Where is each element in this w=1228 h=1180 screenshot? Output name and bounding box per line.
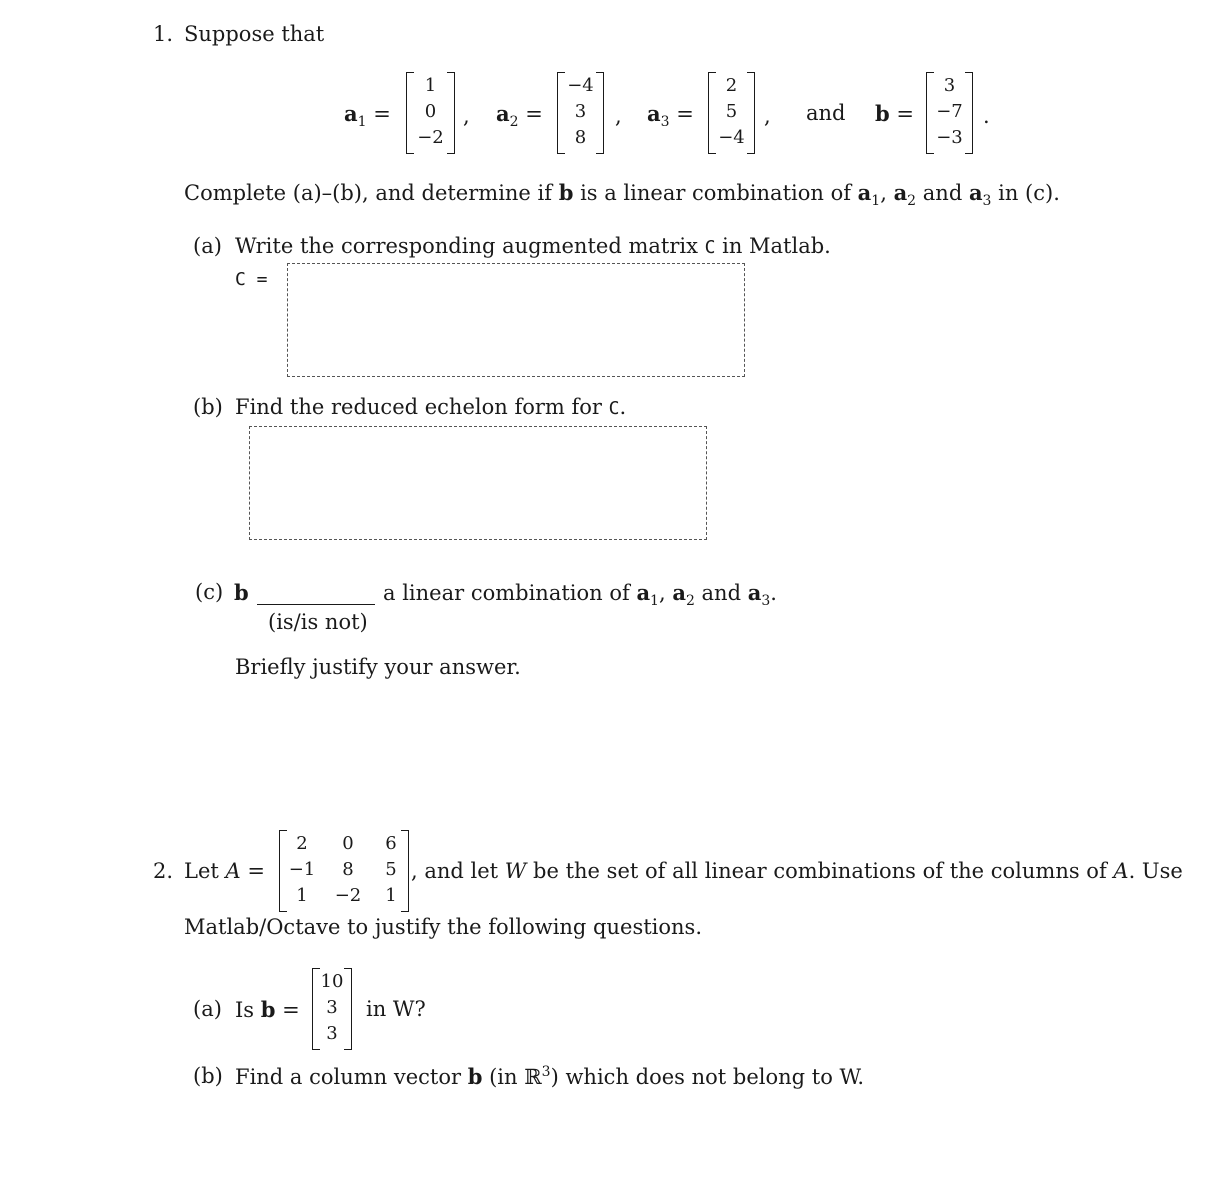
matrix-entry: 5 xyxy=(725,101,738,122)
q1-instruction: Complete (a)–(b), and determine if b is a linear combination of $a_1$, $a_2$ and $a_3$ in (c). xyxy=(184,180,1060,210)
matrix-entry: 1 xyxy=(385,885,397,906)
matrix-entry: −4 xyxy=(567,75,594,96)
matrix-entry: 1 xyxy=(424,75,437,96)
matrix-entry: −3 xyxy=(936,127,963,148)
vector-a1-label: $a_1$ = xyxy=(344,101,391,131)
q2-line2: Matlab/Octave to justify the following questions. xyxy=(184,915,702,939)
vector-a2-matrix xyxy=(557,72,604,154)
vector-a2-label: $a_2$ = xyxy=(496,101,543,131)
matrix-entry: 3 xyxy=(326,997,338,1018)
q2b-label: (b) xyxy=(193,1064,223,1088)
matrix-entry: 6 xyxy=(385,833,397,854)
matrix-entry: 3 xyxy=(326,1023,338,1044)
matrix-entry: 1 xyxy=(296,885,308,906)
vector-b-matrix xyxy=(926,72,973,154)
q1b-text: Find the reduced echelon form for C. xyxy=(235,395,627,419)
matrix-entry: −2 xyxy=(334,885,362,906)
q1c-b: b xyxy=(234,580,249,605)
vector-b-label: b = xyxy=(875,101,914,126)
matrix-entry: −7 xyxy=(936,101,963,122)
q1a-prompt: C = xyxy=(235,269,268,290)
q2a-label: (a) xyxy=(193,997,222,1021)
q1-intro: Suppose that xyxy=(184,22,325,46)
q1a-answer-box[interactable] xyxy=(287,263,745,377)
q1a-label: (a) xyxy=(193,234,222,258)
matrix-entry: 10 xyxy=(320,971,344,992)
vector-a1-matrix xyxy=(406,72,455,154)
matrix-entry: 8 xyxy=(574,127,587,148)
matrix-entry: 3 xyxy=(943,75,956,96)
q1c-text: a linear combination of $a_1$, $a_2$ and $a_3$. xyxy=(383,580,777,610)
q2b-text: Find a column vector b (in ℝ$^3$) which does not belong to W. xyxy=(235,1064,865,1089)
matrix-entry: 2 xyxy=(725,75,738,96)
q2a-post: in W? xyxy=(366,997,426,1021)
q1a-text: Write the corresponding augmented matrix C in Matlab. xyxy=(235,234,831,258)
q1b-answer-box[interactable] xyxy=(249,426,707,540)
matrix-entry: 0 xyxy=(424,101,437,122)
q1b-label: (b) xyxy=(193,395,223,419)
matrix-entry: 2 xyxy=(296,833,308,854)
q1c-fill-blank[interactable] xyxy=(257,604,375,605)
and-word: and xyxy=(806,101,846,125)
q1-number: 1. xyxy=(153,22,174,46)
separator-comma: , xyxy=(463,104,470,128)
q2-statement: , and let W be the set of all linear combinations of the columns of A. Use xyxy=(411,859,1183,883)
separator-period: . xyxy=(983,104,990,128)
q1c-choice-hint: (is/is not) xyxy=(268,610,368,634)
q2-let: Let A = xyxy=(184,859,265,883)
matrix-A xyxy=(279,830,409,912)
separator-comma: , xyxy=(764,104,771,128)
vector-a3-matrix xyxy=(708,72,755,154)
q1c-label: (c) xyxy=(195,580,224,604)
vector-a3-label: $a_3$ = xyxy=(647,101,694,131)
q1c-justify: Briefly justify your answer. xyxy=(235,655,521,679)
matrix-entry: 0 xyxy=(342,833,354,854)
matrix-entry: 5 xyxy=(385,859,397,880)
vector-b-q2 xyxy=(312,968,352,1050)
matrix-entry: −1 xyxy=(288,859,316,880)
matrix-entry: −4 xyxy=(718,127,745,148)
matrix-entry: 3 xyxy=(574,101,587,122)
separator-comma: , xyxy=(615,104,622,128)
matrix-entry: 8 xyxy=(342,859,354,880)
q2a-text: Is b = xyxy=(235,997,300,1022)
matrix-entry: −2 xyxy=(417,127,444,148)
q2-number: 2. xyxy=(153,859,174,883)
